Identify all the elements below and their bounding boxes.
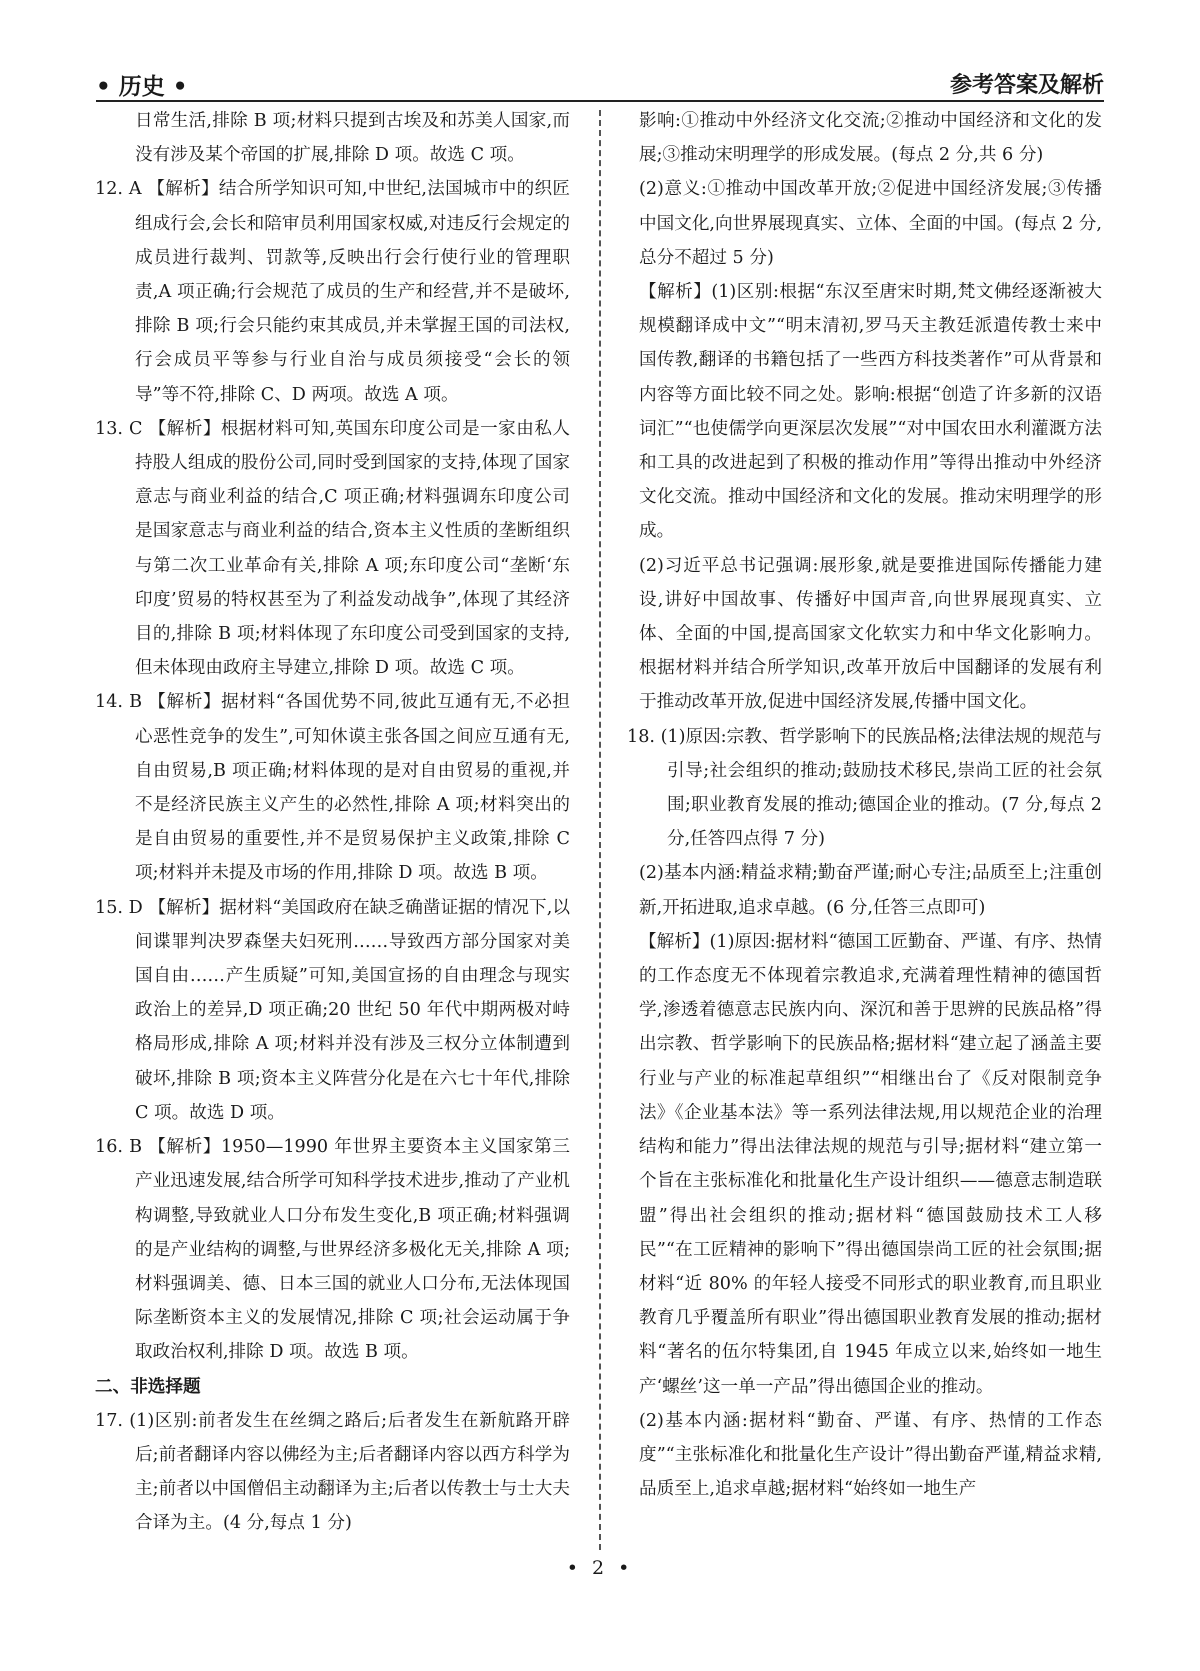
answer-14: 14. B 【解析】据材料“各国优势不同,彼此互通有无,不必担心恶性竞争的发生”,可知休谟主张各国之间应互通有无,自由贸易,B 项正确;材料体现的是对自由贸易的重视,并不是经济民族主义产生的必然性,排除 A 项;材料突出的是自由贸易的重要性,并不是贸易保护主义政策,排除 C 项;材料并未提及市场的作用,排除 D 项。故选 B 项。 (95, 692, 570, 884)
answer-17-impact: 影响:①推动中外经济文化交流;②推动中国经济和文化的发展;③推动宋明理学的形成发展。(每点 2 分,共 6 分) (639, 111, 1102, 166)
section-title: 参考答案及解析 (949, 73, 1104, 98)
answer-12: 12. A 【解析】结合所学知识可知,中世纪,法国城市中的织匠组成行会,会长和陪审员利用国家权威,对违反行会规定的成员进行裁判、罚款等,反映出行会行使行业的管理职责,A 项正确;行会规范了成员的生产和经营,并不是破坏,排除 B 项;行会只能约束其成员,并未掌握王国的司法权,行会成员平等参与行业自治与成员须接受“会长的领导”等不符,排除 C、D 两项。故选 A 项。 (95, 179, 570, 405)
answer-18-analysis-2: (2)基本内涵:据材料“勤奋、严谨、有序、热情的工作态度”“主张标准化和批量化生产设计”得出勤奋严谨,精益求精,品质至上,追求卓越;据材料“始终如一地生产 (639, 1410, 1102, 1500)
answer-18-part1: 18. (1)原因:宗教、哲学影响下的民族品格;法律法规的规范与引导;社会组织的推动;鼓励技术移民,崇尚工匠的社会氛围;职业教育发展的推动;德国企业的推动。(7 分,每点 2 分,任答四点得 7 分) (627, 726, 1103, 850)
answer-17-part1: 17. (1)区别:前者发生在丝绸之路后;后者发生在新航路开辟后;前者翻译内容以佛经为主;后者翻译内容以西方科学为主;前者以中国僧侣主动翻译为主;后者以传教士与士大夫合译为主。(4 分,每点 1 分) (95, 1410, 570, 1534)
right-column (627, 104, 1102, 1506)
answer-15: 15. D 【解析】据材料“美国政府在缺乏确凿证据的情况下,以间谍罪判决罗森堡夫妇死刑……导致西方部分国家对美国自由……产生质疑”可知,美国宣扬的自由理念与现实政治上的差异,D 项正确;20 世纪 50 年代中期两极对峙格局形成,排除 A 项;材料并没有涉及三权分立体制遭到破坏,排除 B 项;资本主义阵营分化是在六七十年代,排除 C 项。故选 D 项。 (95, 897, 570, 1123)
answer-continuation: 日常生活,排除 B 项;材料只提到古埃及和苏美人国家,而没有涉及某个帝国的扩展,排除 D 项。故选 C 项。 (135, 111, 570, 166)
left-column (95, 104, 570, 1541)
answer-13: 13. C 【解析】根据材料可知,英国东印度公司是一家由私人持股人组成的股份公司,同时受到国家的支持,体现了国家意志与商业利益的结合,C 项正确;材料强调东印度公司是国家意志与商业利益的结合,资本主义性质的垄断组织与第二次工业革命有关,排除 A 项;东印度公司“垄断‘东印度’贸易的特权甚至为了利益发动战争”,体现了其经济目的,排除 B 项;材料体现了东印度公司受到国家的支持,但未体现由政府主导建立,排除 D 项。故选 C 项。 (95, 418, 570, 679)
answer-18-part2: (2)基本内涵:精益求精;勤奋严谨;耐心专注;品质至上;注重创新,开拓进取,追求卓越。(6 分,任答三点即可) (639, 863, 1102, 918)
answer-16: 16. B 【解析】1950—1990 年世界主要资本主义国家第三产业迅速发展,结合所学可知科学技术进步,推动了产业机构调整,导致就业人口分布发生变化,B 项正确;材料强调的是产业结构的调整,与世界经济多极化无关,排除 A 项;材料强调美、德、日本三国的就业人口分布,无法体现国际垄断资本主义的发展情况,排除 C 项;社会运动属于争取政治权利,排除 D 项。故选 B 项。 (95, 1137, 570, 1363)
answer-17-analysis-1: 【解析】(1)区别:根据“东汉至唐宋时期,梵文佛经逐渐被大规模翻译成中文”“明末清初,罗马天主教廷派遣传教士来中国传教,翻译的书籍包括了一些西方科技类著作”可从背景和内容等方面比较不同之处。影响:根据“创造了许多新的汉语词汇”“也使儒学向更深层次发展”“对中国农田水利灌溉方法和工具的改进起到了积极的推动作用”等得出推动中外经济文化交流。推动中国经济和文化的发展。推动宋明理学的形成。 (639, 282, 1102, 542)
answer-18-analysis-1: 【解析】(1)原因:据材料“德国工匠勤奋、严谨、有序、热情的工作态度无不体现着宗教追求,充满着理性精神的德国哲学,渗透着德意志民族内向、深沉和善于思辨的民族品格”得出宗教、哲学影响下的民族品格;据材料“建立起了涵盖主要行业与产业的标准起草组织”“相继出台了《反对限制竞争法》《企业基本法》等一系列法律法规,用以规范企业的治理结构和能力”得出法律法规的规范与引导;据材料“建立第一个旨在主张标准化和批量化生产设计组织——德意志制造联盟”得出社会组织的推动;据材料“德国鼓励技术工人移民”“在工匠精神的影响下”得出德国崇尚工匠的社会氛围;据材料“近 80% 的年轻人接受不同形式的职业教育,而且职业教育几乎覆盖所有职业”得出德国职业教育发展的推动;据材料“著名的伍尔特集团,自 1945 年成立以来,始终如一地生产‘螺丝’这一单一产品”得出德国企业的推动。 (639, 931, 1102, 1397)
page-header (96, 68, 1104, 102)
column-divider (599, 110, 601, 1550)
page-number: • 2 • (566, 1557, 634, 1579)
answer-17-part2: (2)意义:①推动中国改革开放;②促进中国经济发展;③传播中国文化,向世界展现真实、立体、全面的中国。(每点 2 分,总分不超过 5 分) (639, 179, 1102, 268)
section-heading: 二、非选择题 (95, 1376, 201, 1397)
subject-label: • 历史 • (96, 74, 188, 100)
answer-17-analysis-2: (2)习近平总书记强调:展形象,就是要推进国际传播能力建设,讲好中国故事、传播好中国声音,向世界展现真实、立体、全面的中国,提高国家文化软实力和中华文化影响力。根据材料并结合所学知识,改革开放后中国翻译的发展有利于推动改革开放,促进中国经济发展,传播中国文化。 (639, 555, 1102, 713)
header-rule (96, 100, 1104, 102)
